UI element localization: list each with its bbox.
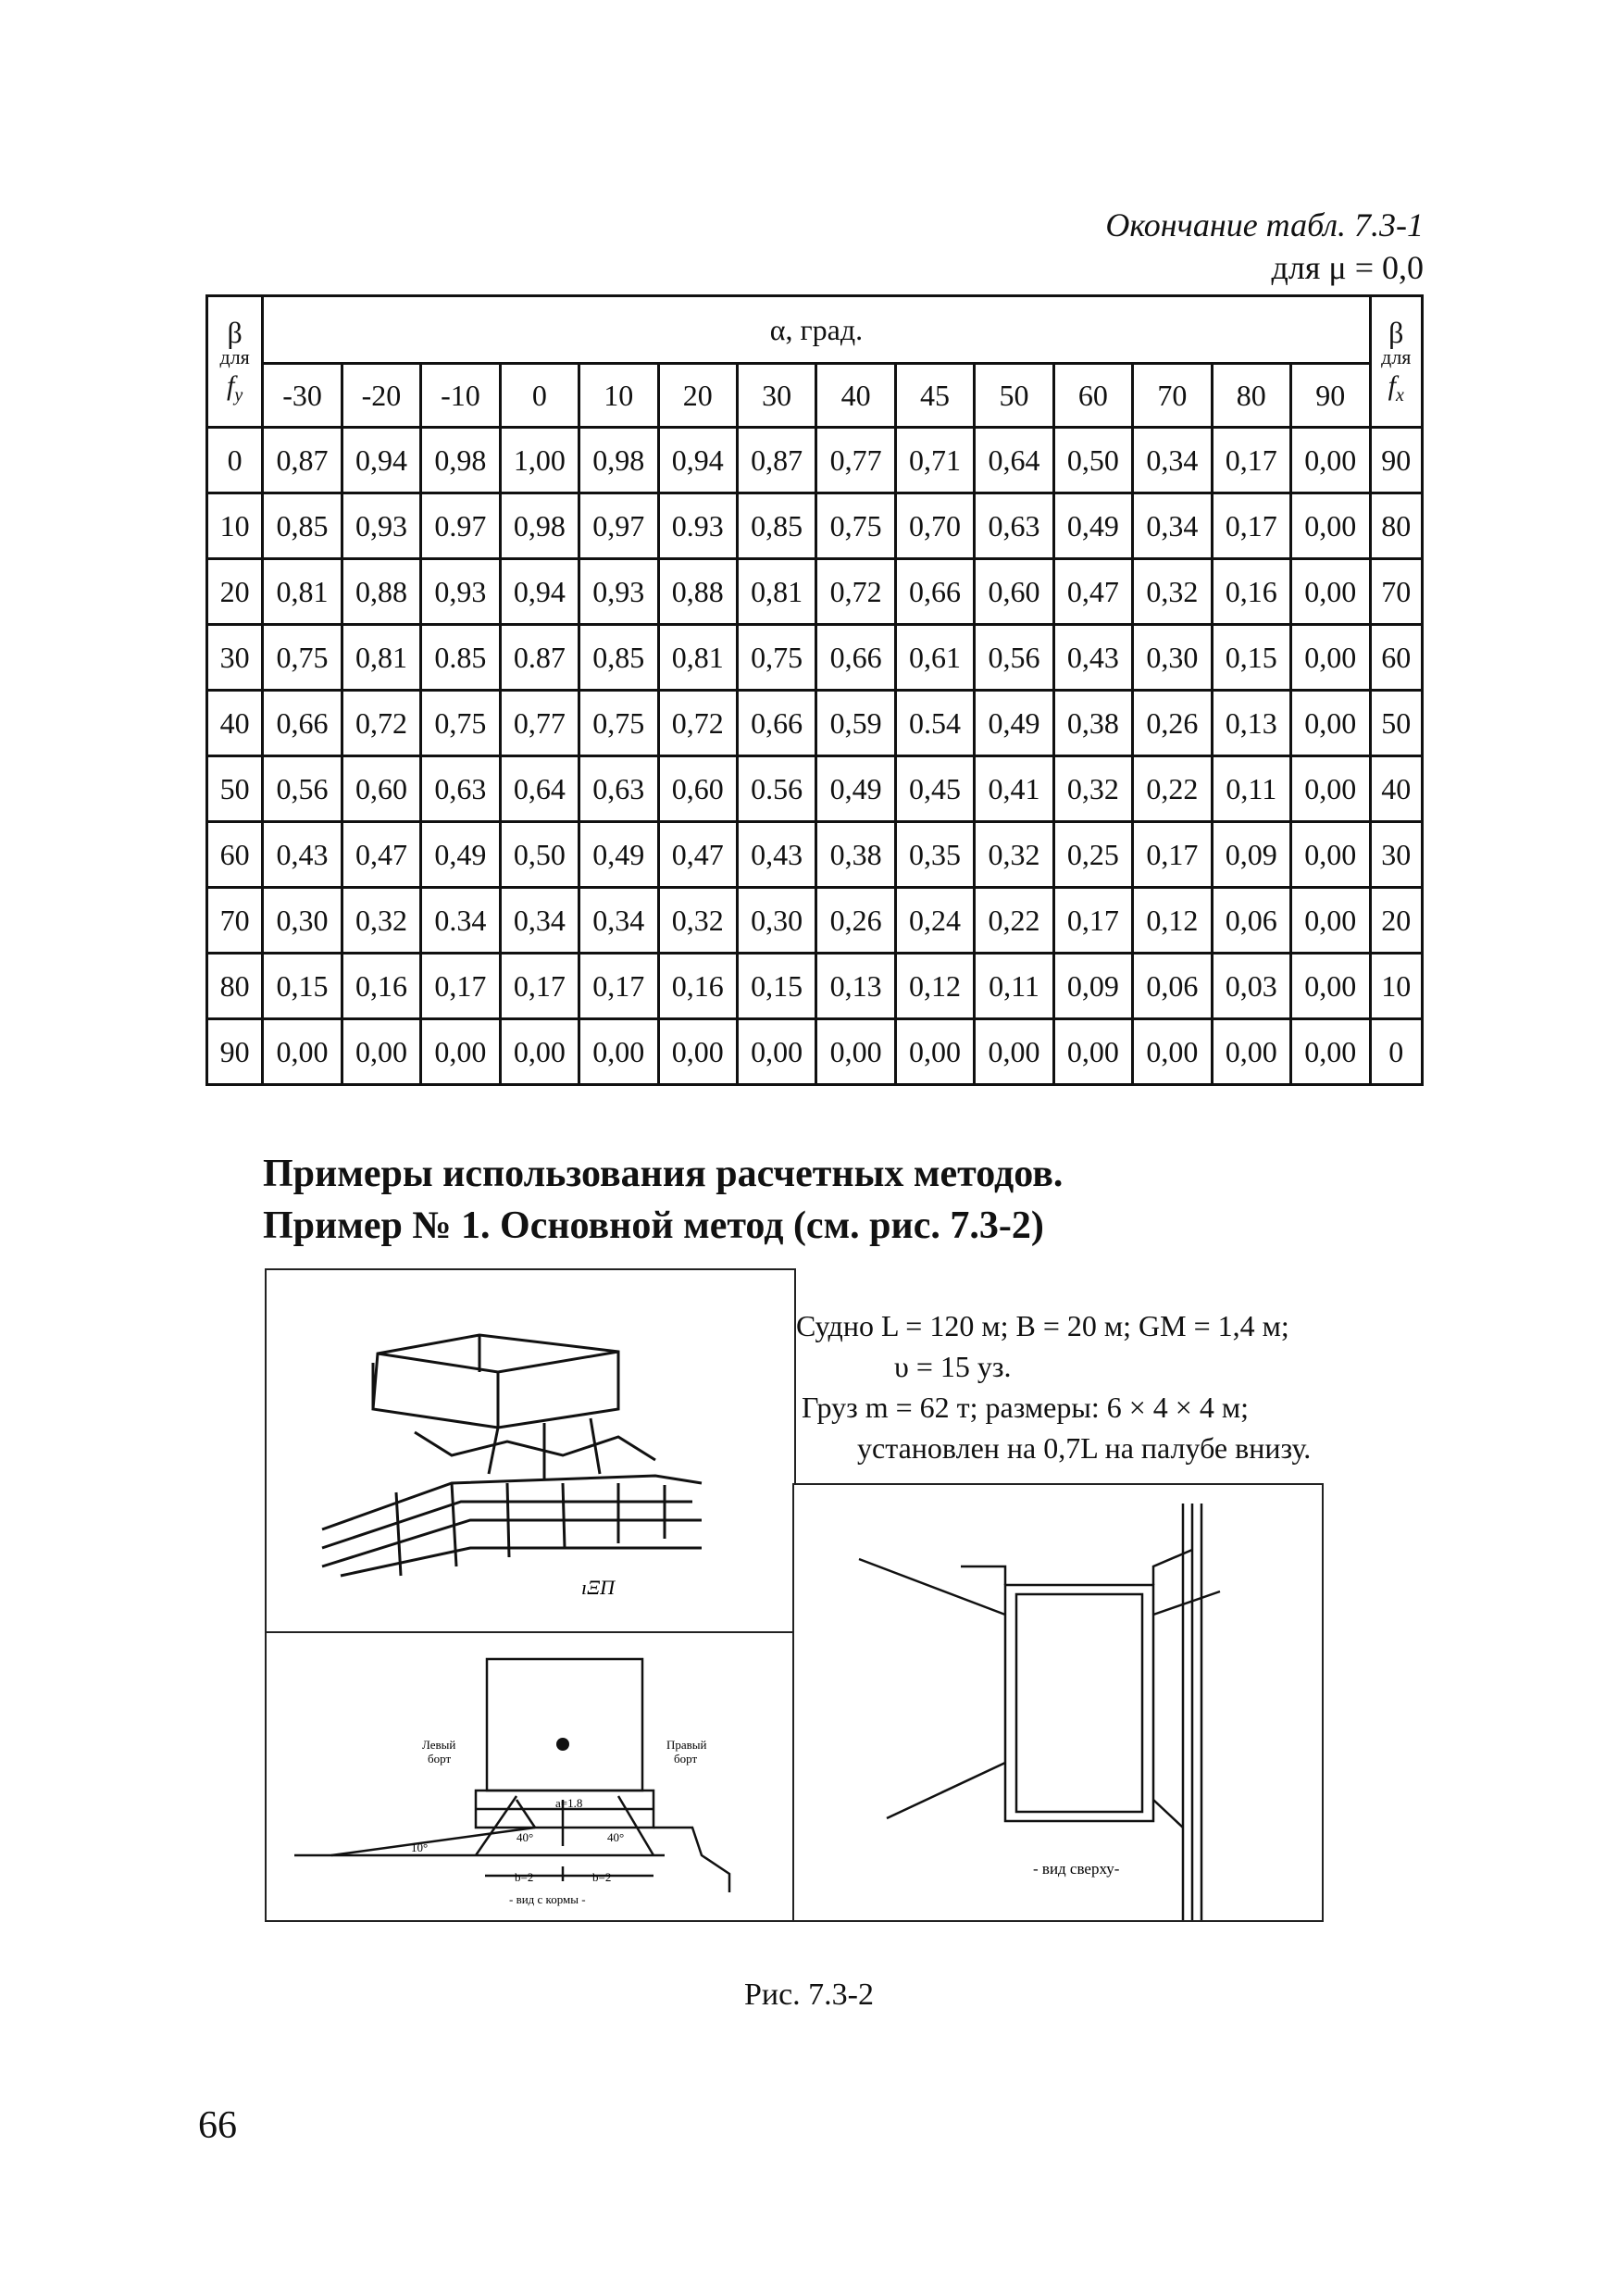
alpha-value-cell: -30: [263, 364, 342, 428]
b-right-label: b=2: [592, 1870, 612, 1884]
coefficient-cell: 0,88: [342, 559, 420, 625]
coefficient-cell: 0,72: [816, 559, 895, 625]
cargo-location-line: установлен на 0,7L на палубе внизу.: [857, 1431, 1312, 1465]
beta-x-cell: 60: [1370, 625, 1422, 691]
coefficient-cell: 0,32: [1053, 756, 1132, 822]
coefficient-cell: 0,81: [737, 559, 815, 625]
coefficient-cell: 0,13: [816, 954, 895, 1019]
coefficient-cell: 0,26: [816, 888, 895, 954]
coefficient-cell: 0.87: [500, 625, 579, 691]
beta-y-cell: 40: [207, 691, 263, 756]
beta-y-cell: 30: [207, 625, 263, 691]
coefficient-cell: 0,47: [1053, 559, 1132, 625]
svg-text:ıΞΠ: ıΞΠ: [581, 1576, 616, 1599]
ship-params-line: Судно L = 120 м; B = 20 м; GM = 1,4 м;: [796, 1309, 1289, 1342]
coefficient-cell: 0.97: [421, 493, 500, 559]
coefficient-cell: 0.34: [421, 888, 500, 954]
coefficient-cell: 0,77: [500, 691, 579, 756]
coefficient-cell: 0,32: [1133, 559, 1212, 625]
beta-y-cell: 90: [207, 1019, 263, 1085]
coefficient-cell: 0,81: [263, 559, 342, 625]
coefficient-cell: 0,17: [421, 954, 500, 1019]
alpha-value-cell: 0: [500, 364, 579, 428]
alpha-value-cell: 45: [895, 364, 974, 428]
table-row: [207, 559, 1423, 625]
coefficient-cell: 0,00: [579, 1019, 658, 1085]
cargo-sketch-panel: [265, 1268, 796, 1635]
coefficient-cell: 0,81: [342, 625, 420, 691]
top-view-diagram: [794, 1485, 1322, 1920]
alpha-value-cell: 60: [1053, 364, 1132, 428]
coefficient-cell: 0,17: [1053, 888, 1132, 954]
beta-y-cell: 80: [207, 954, 263, 1019]
coefficient-cell: 0,34: [579, 888, 658, 954]
coefficient-cell: 0,00: [737, 1019, 815, 1085]
coefficient-cell: 0,00: [500, 1019, 579, 1085]
coefficient-cell: 0,88: [658, 559, 737, 625]
alpha-value-cell: 20: [658, 364, 737, 428]
table-header-row: [207, 296, 1423, 364]
coefficient-cell: 0,98: [421, 428, 500, 493]
angle-40-left-label: 40°: [517, 1830, 534, 1844]
beta-x-cell: 50: [1370, 691, 1422, 756]
coefficient-cell: 0,34: [1133, 493, 1212, 559]
table-row: [207, 625, 1423, 691]
coefficient-cell: 0,66: [263, 691, 342, 756]
coefficient-cell: 0,66: [895, 559, 974, 625]
beta-x-cell: 30: [1370, 822, 1422, 888]
table-row: [207, 756, 1423, 822]
coefficient-cell: 0.56: [737, 756, 815, 822]
coefficient-cell: 0,17: [1133, 822, 1212, 888]
coefficient-cell: 0,98: [500, 493, 579, 559]
coefficient-cell: 0,00: [1291, 756, 1371, 822]
cargo-on-deck-sketch: [267, 1270, 794, 1633]
coefficient-cell: 0,00: [1291, 822, 1371, 888]
page-number: 66: [198, 2104, 237, 2147]
coefficient-cell: 0,00: [658, 1019, 737, 1085]
alpha-header: α, град.: [263, 296, 1370, 364]
section-heading: [263, 1148, 1063, 1252]
coefficient-cell: 0,49: [816, 756, 895, 822]
coefficient-cell: 0,06: [1212, 888, 1290, 954]
coefficient-cell: 0,43: [1053, 625, 1132, 691]
coefficient-cell: 0,24: [895, 888, 974, 954]
alpha-value-cell: 70: [1133, 364, 1212, 428]
coefficient-cell: 0,00: [421, 1019, 500, 1085]
coefficient-cell: 0,13: [1212, 691, 1290, 756]
coefficient-cell: 0,34: [1133, 428, 1212, 493]
beta-y-cell: 0: [207, 428, 263, 493]
beta-y-cell: 10: [207, 493, 263, 559]
top-view-panel: [792, 1483, 1324, 1922]
coefficient-cell: 0,17: [579, 954, 658, 1019]
coefficient-cell: 0,30: [737, 888, 815, 954]
coefficient-cell: 0,50: [500, 822, 579, 888]
coefficient-cell: 0.85: [421, 625, 500, 691]
coefficient-cell: 0,16: [342, 954, 420, 1019]
coefficient-cell: 0,00: [1291, 559, 1371, 625]
coefficient-cell: 0,66: [816, 625, 895, 691]
table-row: [207, 493, 1423, 559]
right-side-label-2: борт: [674, 1752, 698, 1766]
coefficient-cell: 0,64: [975, 428, 1053, 493]
coefficient-cell: 0,38: [816, 822, 895, 888]
coefficient-cell: 0,85: [579, 625, 658, 691]
coefficient-cell: 0,00: [1053, 1019, 1132, 1085]
alpha-values-row: [207, 364, 1423, 428]
coefficient-cell: 0,06: [1133, 954, 1212, 1019]
alpha-value-cell: 90: [1291, 364, 1371, 428]
beta-y-cell: 70: [207, 888, 263, 954]
coefficient-cell: 0.54: [895, 691, 974, 756]
coefficient-cell: 0,00: [263, 1019, 342, 1085]
coefficient-cell: 0,30: [263, 888, 342, 954]
coefficient-cell: 0,00: [1291, 954, 1371, 1019]
coefficient-cell: 0,49: [975, 691, 1053, 756]
coefficient-cell: 0.93: [658, 493, 737, 559]
section-title: Примеры использования расчетных методов.: [263, 1153, 1064, 1195]
coefficient-cell: 0,11: [1212, 756, 1290, 822]
coefficient-cell: 0,00: [1212, 1019, 1290, 1085]
beta-x-cell: 90: [1370, 428, 1422, 493]
coefficient-cell: 0,16: [1212, 559, 1290, 625]
coefficient-cell: 0,09: [1053, 954, 1132, 1019]
coefficient-cell: 0,56: [975, 625, 1053, 691]
table-row: [207, 1019, 1423, 1085]
coefficient-cell: 0,00: [1291, 691, 1371, 756]
coefficient-cell: 0,85: [263, 493, 342, 559]
alpha-value-cell: 80: [1212, 364, 1290, 428]
coefficient-cell: 0,34: [500, 888, 579, 954]
table-row: [207, 888, 1423, 954]
coefficient-cell: 0,97: [579, 493, 658, 559]
figure-description: [783, 1305, 1338, 1468]
coefficient-cell: 0,98: [579, 428, 658, 493]
coefficient-cell: 0,64: [500, 756, 579, 822]
table-row: [207, 822, 1423, 888]
coefficient-cell: 0,77: [816, 428, 895, 493]
beta-x-cell: 10: [1370, 954, 1422, 1019]
cargo-outline-top: [1005, 1585, 1153, 1821]
beta-x-header: β для $f_x$: [1370, 296, 1422, 428]
coefficient-cell: 0,47: [342, 822, 420, 888]
coefficient-cell: 0,00: [816, 1019, 895, 1085]
coefficient-cell: 0,15: [1212, 625, 1290, 691]
coefficient-cell: 0,75: [737, 625, 815, 691]
alpha-value-cell: -10: [421, 364, 500, 428]
coefficient-cell: 0,00: [1291, 493, 1371, 559]
coefficient-cell: 0,63: [421, 756, 500, 822]
coefficient-cell: 0,00: [895, 1019, 974, 1085]
alpha-value-cell: 30: [737, 364, 815, 428]
coefficient-cell: 0,49: [579, 822, 658, 888]
coefficient-table: [205, 294, 1424, 1086]
top-view-label: - вид сверху-: [1033, 1860, 1120, 1878]
coefficient-cell: 0,32: [658, 888, 737, 954]
coefficient-cell: 0,22: [975, 888, 1053, 954]
beta-x-cell: 20: [1370, 888, 1422, 954]
beta-y-header: β для $f_y$: [207, 296, 263, 428]
coefficient-cell: 0,71: [895, 428, 974, 493]
coefficient-cell: 0,87: [737, 428, 815, 493]
alpha-value-cell: 40: [816, 364, 895, 428]
coefficient-cell: 0,45: [895, 756, 974, 822]
coefficient-cell: 0,11: [975, 954, 1053, 1019]
b-left-label: b=2: [515, 1870, 534, 1884]
section-subtitle: Пример № 1. Основной метод (см. рис. 7.3-2): [263, 1204, 1044, 1247]
coefficient-cell: 0,75: [263, 625, 342, 691]
right-side-label: Правый: [666, 1738, 707, 1752]
coefficient-cell: 0,17: [500, 954, 579, 1019]
coefficient-cell: 1,00: [500, 428, 579, 493]
coefficient-cell: 0,93: [579, 559, 658, 625]
coefficient-cell: 0,60: [342, 756, 420, 822]
coefficient-cell: 0,38: [1053, 691, 1132, 756]
coefficient-cell: 0,41: [975, 756, 1053, 822]
cargo-block: [487, 1659, 642, 1791]
alpha-value-cell: 50: [975, 364, 1053, 428]
coefficient-cell: 0,17: [1212, 493, 1290, 559]
coefficient-cell: 0,00: [1291, 1019, 1371, 1085]
angle-40-right-label: 40°: [607, 1830, 625, 1844]
coefficient-cell: 0,00: [1291, 625, 1371, 691]
coefficient-cell: 0,16: [658, 954, 737, 1019]
coefficient-cell: 0,32: [342, 888, 420, 954]
coefficient-cell: 0,49: [1053, 493, 1132, 559]
coefficient-cell: 0,72: [658, 691, 737, 756]
beta-y-cell: 60: [207, 822, 263, 888]
coefficient-cell: 0,85: [737, 493, 815, 559]
ship-speed-line: υ = 15 уз.: [894, 1350, 1012, 1383]
coefficient-cell: 0,60: [975, 559, 1053, 625]
coefficient-cell: 0,93: [342, 493, 420, 559]
coefficient-cell: 0,03: [1212, 954, 1290, 1019]
coefficient-cell: 0,66: [737, 691, 815, 756]
center-of-gravity-icon: [556, 1738, 569, 1751]
coefficient-cell: 0,70: [895, 493, 974, 559]
alpha-value-cell: -20: [342, 364, 420, 428]
coefficient-cell: 0,94: [658, 428, 737, 493]
coefficient-cell: 0,63: [579, 756, 658, 822]
table-row: [207, 954, 1423, 1019]
coefficient-cell: 0,22: [1133, 756, 1212, 822]
coefficient-cell: 0,75: [421, 691, 500, 756]
coefficient-cell: 0,25: [1053, 822, 1132, 888]
coefficient-cell: 0,12: [1133, 888, 1212, 954]
alpha-value-cell: 10: [579, 364, 658, 428]
coefficient-cell: 0,93: [421, 559, 500, 625]
left-side-label-2: борт: [428, 1752, 452, 1766]
coefficient-cell: 0,94: [342, 428, 420, 493]
coefficient-cell: 0,75: [816, 493, 895, 559]
coefficient-cell: 0,00: [1291, 428, 1371, 493]
coefficient-cell: 0,63: [975, 493, 1053, 559]
table-mu-label: для μ = 0,0: [1271, 249, 1424, 286]
beta-y-cell: 20: [207, 559, 263, 625]
stern-view-diagram: [267, 1633, 794, 1920]
coefficient-cell: 0,15: [737, 954, 815, 1019]
stern-view-label: - вид с кормы -: [509, 1892, 586, 1906]
coefficient-cell: 0,43: [263, 822, 342, 888]
figure-7-3-2: [265, 1268, 1322, 1922]
coefficient-cell: 0,72: [342, 691, 420, 756]
beta-x-cell: 70: [1370, 559, 1422, 625]
figure-caption: Рис. 7.3-2: [743, 1978, 875, 2012]
coefficient-cell: 0,32: [975, 822, 1053, 888]
coefficient-cell: 0,87: [263, 428, 342, 493]
cargo-params-line: Груз m = 62 т; размеры: 6 × 4 × 4 м;: [802, 1391, 1249, 1424]
coefficient-cell: 0,59: [816, 691, 895, 756]
coefficient-cell: 0,81: [658, 625, 737, 691]
coefficient-cell: 0,35: [895, 822, 974, 888]
table-row: [207, 428, 1423, 493]
beta-x-cell: 0: [1370, 1019, 1422, 1085]
left-side-label: Левый: [422, 1738, 456, 1752]
coefficient-cell: 0,50: [1053, 428, 1132, 493]
coefficient-cell: 0,15: [263, 954, 342, 1019]
stern-view-panel: [265, 1631, 796, 1922]
coefficient-cell: 0,94: [500, 559, 579, 625]
coefficient-cell: 0,00: [975, 1019, 1053, 1085]
coefficient-cell: 0,00: [1133, 1019, 1212, 1085]
coefficient-cell: 0,43: [737, 822, 815, 888]
coefficient-cell: 0,75: [579, 691, 658, 756]
coefficient-cell: 0,12: [895, 954, 974, 1019]
coefficient-cell: 0,30: [1133, 625, 1212, 691]
coefficient-cell: 0,09: [1212, 822, 1290, 888]
coefficient-cell: 0,60: [658, 756, 737, 822]
beta-x-cell: 40: [1370, 756, 1422, 822]
coefficient-cell: 0,61: [895, 625, 974, 691]
coefficient-cell: 0,17: [1212, 428, 1290, 493]
angle-10-label: 10°: [411, 1841, 429, 1854]
beta-y-cell: 50: [207, 756, 263, 822]
coefficient-cell: 0,00: [342, 1019, 420, 1085]
table-row: [207, 691, 1423, 756]
coefficient-cell: 0,49: [421, 822, 500, 888]
coefficient-cell: 0,26: [1133, 691, 1212, 756]
coefficient-cell: 0,47: [658, 822, 737, 888]
coefficient-cell: 0,56: [263, 756, 342, 822]
beta-x-cell: 80: [1370, 493, 1422, 559]
a-dimension-label: a=1.8: [555, 1796, 583, 1810]
table-caption: Окончание табл. 7.3-1: [1105, 206, 1424, 243]
coefficient-cell: 0,00: [1291, 888, 1371, 954]
